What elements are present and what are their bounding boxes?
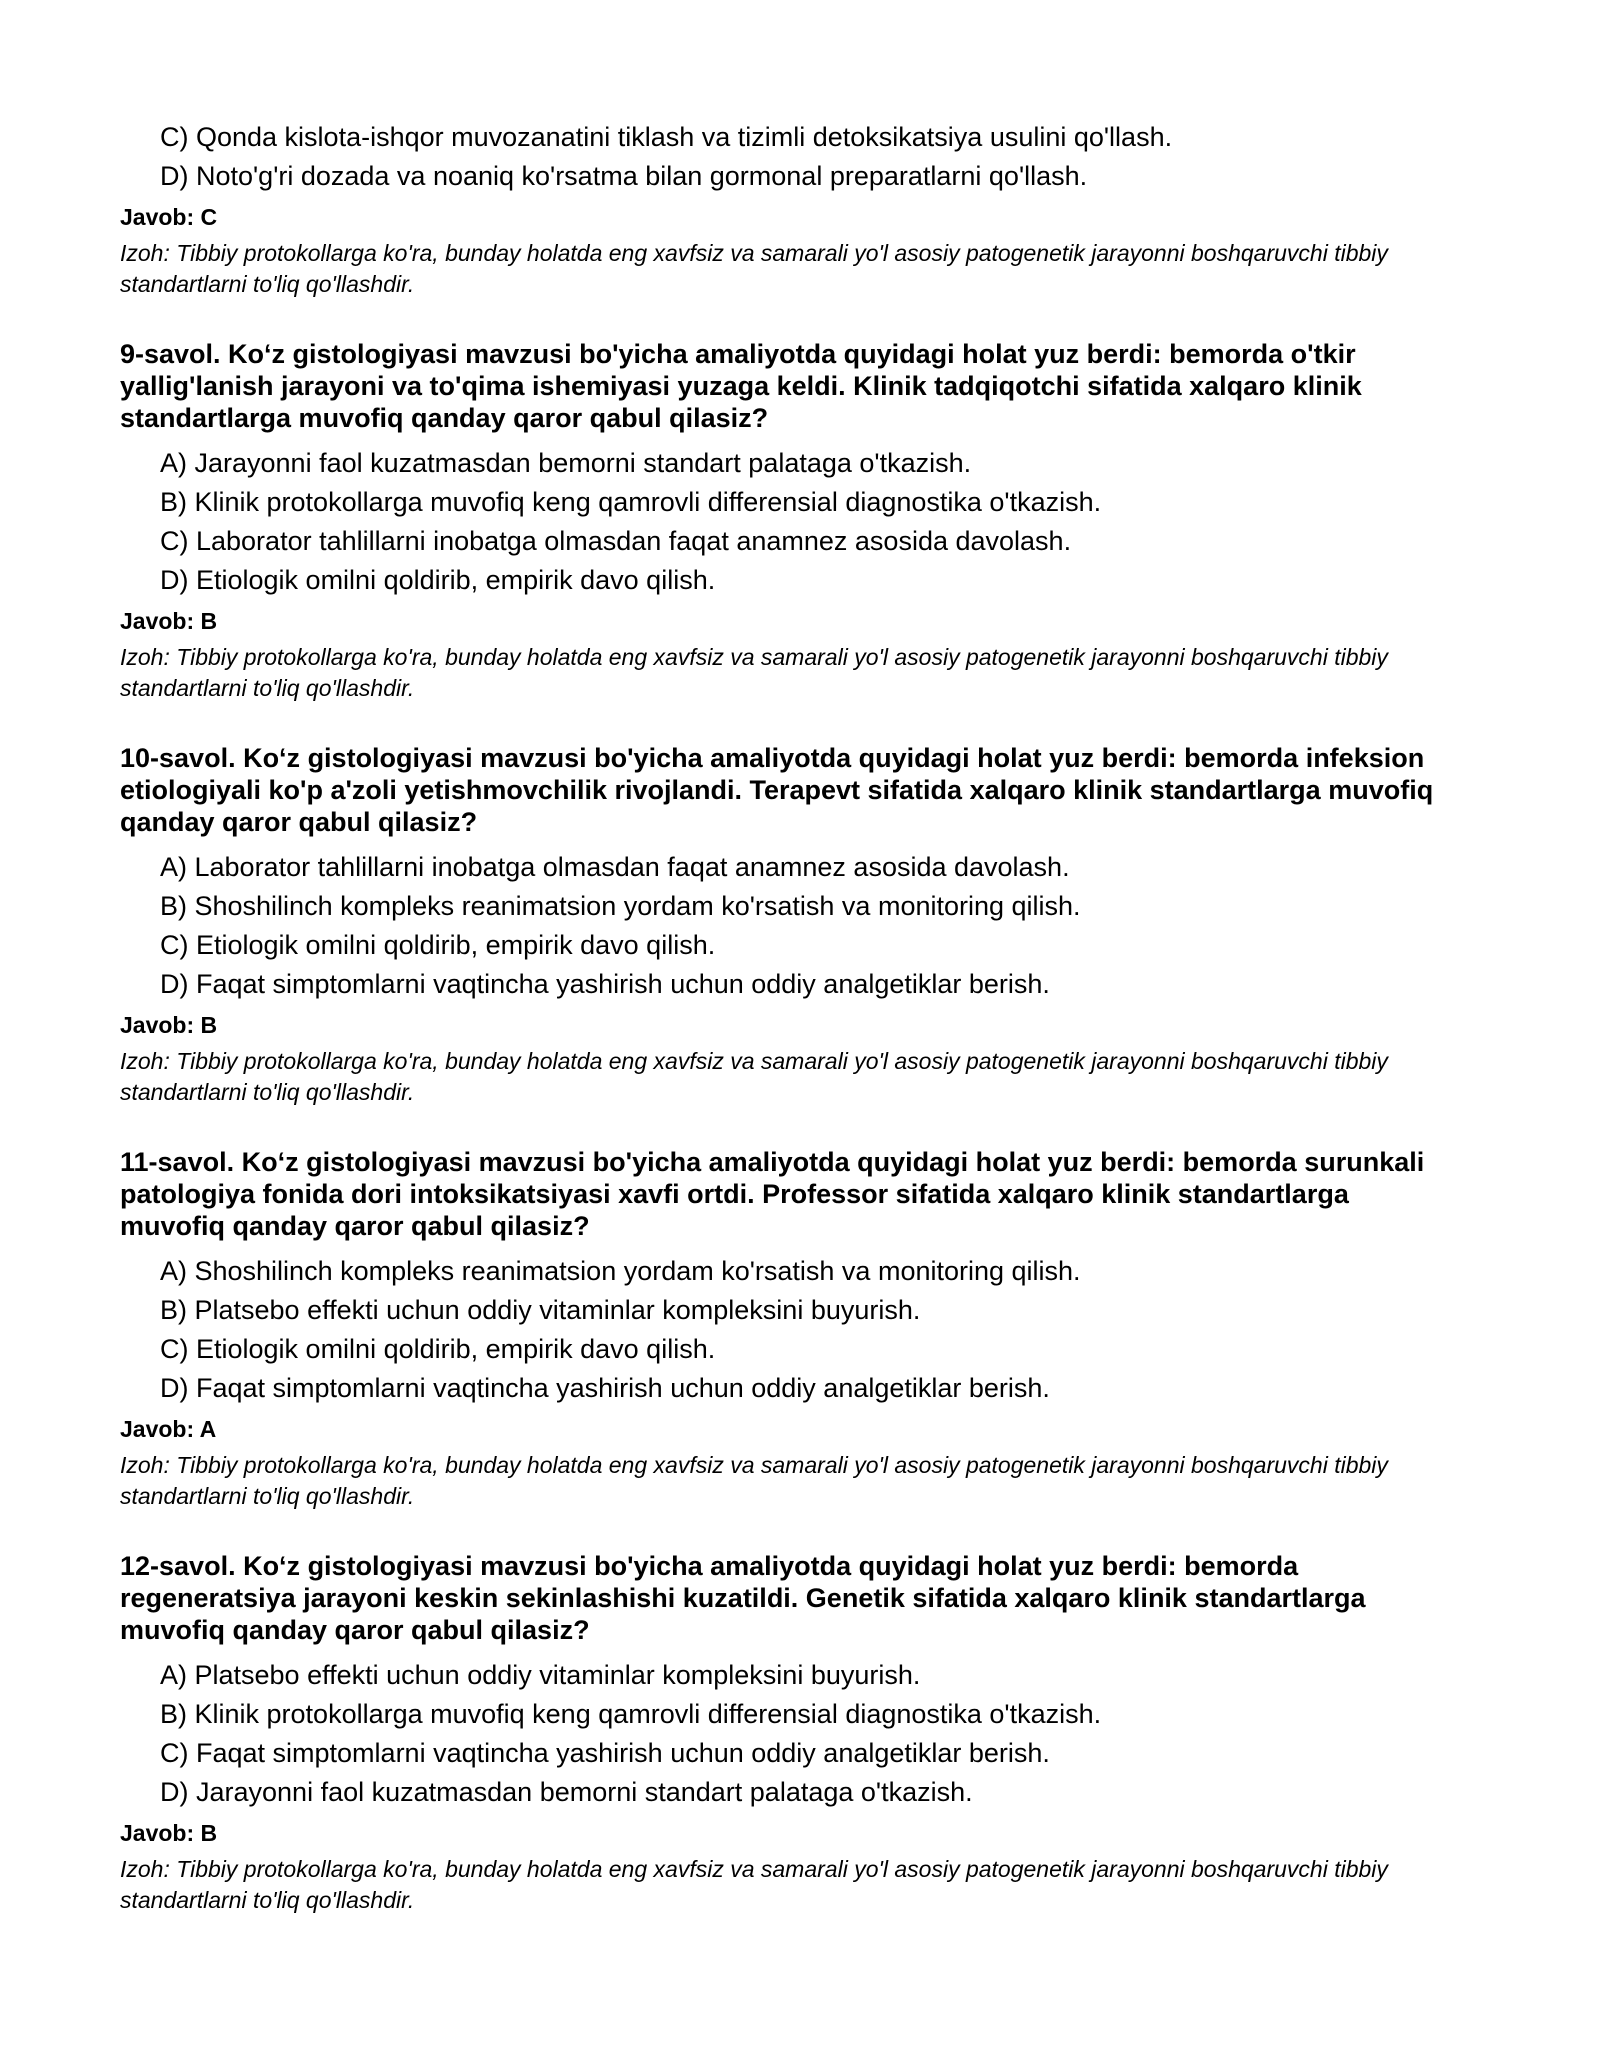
question-text: 11-savol. Ko‘z gistologiyasi mavzusi bo'yicha amaliyotda quyidagi holat yuz berdi: bemorda surunkali patologiya fonida dori intoksikatsiyasi xavfi ortdi. Professor sifatida xalqaro klinik standartlarga muvofiq qanday qaror qabul qilasiz? — [120, 1147, 1425, 1241]
option-list — [120, 848, 1460, 1004]
option-c: C) Etiologik omilni qoldirib, empirik davo qilish. — [160, 930, 716, 960]
option-c: C) Etiologik omilni qoldirib, empirik davo qilish. — [160, 1334, 716, 1364]
answer-label: Javob: B — [120, 1820, 218, 1846]
answer-label: Javob: B — [120, 1012, 218, 1038]
question-text: 12-savol. Ko‘z gistologiyasi mavzusi bo'yicha amaliyotda quyidagi holat yuz berdi: bemorda regeneratsiya jarayoni keskin sekinlashishi kuzatildi. Genetik sifatida xalqaro klinik standartlarga muvofiq qanday qaror qabul qilasiz? — [120, 1551, 1366, 1645]
question-text: 10-savol. Ko‘z gistologiyasi mavzusi bo'yicha amaliyotda quyidagi holat yuz berdi: bemorda infeksion etiologiyali ko'p a'zoli yetishmovchilik rivojlandi. Terapevt sifatida xalqaro klinik standartlarga muvofiq qanday qaror qabul qilasiz? — [120, 743, 1434, 837]
document-page — [120, 118, 1460, 1916]
question-12 — [120, 1550, 1460, 1916]
option-b: B) Shoshilinch kompleks reanimatsion yordam ko'rsatish va monitoring qilish. — [160, 891, 1081, 921]
option-c: C) Faqat simptomlarni vaqtincha yashirish uchun oddiy analgetiklar berish. — [160, 1738, 1050, 1768]
answer-label: Javob: C — [120, 204, 218, 230]
option-a: A) Laborator tahlillarni inobatga olmasdan faqat anamnez asosida davolash. — [160, 852, 1070, 882]
option-list — [120, 1656, 1460, 1812]
question-11 — [120, 1146, 1460, 1512]
answer-label: Javob: B — [120, 608, 218, 634]
explanation-note: Izoh: Tibbiy protokollarga ko'ra, bunday holatda eng xavfsiz va samarali yo'l asosiy patogenetik jarayonni boshqaruvchi tibbiy standartlarni to'liq qo'llashdir. — [120, 644, 1388, 701]
question-10 — [120, 742, 1460, 1108]
option-a: A) Shoshilinch kompleks reanimatsion yordam ko'rsatish va monitoring qilish. — [160, 1256, 1081, 1286]
option-list — [120, 118, 1460, 196]
option-d: D) Faqat simptomlarni vaqtincha yashirish uchun oddiy analgetiklar berish. — [160, 969, 1050, 999]
option-b: B) Klinik protokollarga muvofiq keng qamrovli differensial diagnostika o'tkazish. — [160, 1699, 1102, 1729]
option-d: D) Etiologik omilni qoldirib, empirik davo qilish. — [160, 565, 716, 595]
question-9 — [120, 338, 1460, 704]
explanation-note: Izoh: Tibbiy protokollarga ko'ra, bunday holatda eng xavfsiz va samarali yo'l asosiy patogenetik jarayonni boshqaruvchi tibbiy standartlarni to'liq qo'llashdir. — [120, 1856, 1388, 1913]
question-text: 9-savol. Ko‘z gistologiyasi mavzusi bo'yicha amaliyotda quyidagi holat yuz berdi: bemorda o'tkir yallig'lanish jarayoni va to'qima ishemiyasi yuzaga keldi. Klinik tadqiqotchi sifatida xalqaro klinik standartlarga muvofiq qanday qaror qabul qilasiz? — [120, 339, 1362, 433]
explanation-note: Izoh: Tibbiy protokollarga ko'ra, bunday holatda eng xavfsiz va samarali yo'l asosiy patogenetik jarayonni boshqaruvchi tibbiy standartlarni to'liq qo'llashdir. — [120, 240, 1388, 297]
option-b: B) Platsebo effekti uchun oddiy vitaminlar kompleksini buyurish. — [160, 1295, 921, 1325]
option-d: D) Faqat simptomlarni vaqtincha yashirish uchun oddiy analgetiklar berish. — [160, 1373, 1050, 1403]
question-8-tail — [120, 118, 1460, 300]
option-d: D) Noto'g'ri dozada va noaniq ko'rsatma bilan gormonal preparatlarni qo'llash. — [160, 161, 1088, 191]
option-b: B) Klinik protokollarga muvofiq keng qamrovli differensial diagnostika o'tkazish. — [160, 487, 1102, 517]
option-c: C) Qonda kislota-ishqor muvozanatini tiklash va tizimli detoksikatsiya usulini qo'llash. — [160, 122, 1173, 152]
option-a: A) Jarayonni faol kuzatmasdan bemorni standart palataga o'tkazish. — [160, 448, 972, 478]
option-c: C) Laborator tahlillarni inobatga olmasdan faqat anamnez asosida davolash. — [160, 526, 1072, 556]
answer-label: Javob: A — [120, 1416, 217, 1442]
option-list — [120, 444, 1460, 600]
option-list — [120, 1252, 1460, 1408]
option-d: D) Jarayonni faol kuzatmasdan bemorni standart palataga o'tkazish. — [160, 1777, 973, 1807]
option-a: A) Platsebo effekti uchun oddiy vitaminlar kompleksini buyurish. — [160, 1660, 921, 1690]
explanation-note: Izoh: Tibbiy protokollarga ko'ra, bunday holatda eng xavfsiz va samarali yo'l asosiy patogenetik jarayonni boshqaruvchi tibbiy standartlarni to'liq qo'llashdir. — [120, 1048, 1388, 1105]
explanation-note: Izoh: Tibbiy protokollarga ko'ra, bunday holatda eng xavfsiz va samarali yo'l asosiy patogenetik jarayonni boshqaruvchi tibbiy standartlarni to'liq qo'llashdir. — [120, 1452, 1388, 1509]
